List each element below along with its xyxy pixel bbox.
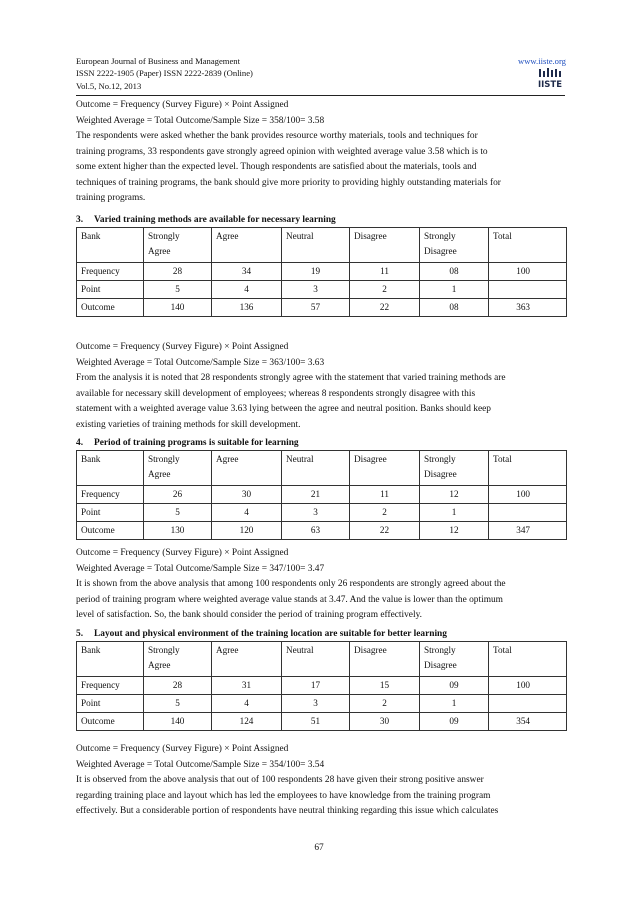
intro-weighted-average: Weighted Average = Total Outcome/Sample Size = 358/100= 3.58 — [76, 115, 325, 126]
section-4-heading — [76, 437, 299, 449]
table-row — [77, 299, 567, 317]
col-neutral: Neutral — [282, 642, 350, 677]
weighted-average: Weighted Average = Total Outcome/Sample Size = 354/100= 3.54 — [76, 759, 325, 770]
analysis-line: It is observed from the above analysis that out of 100 respondents 28 have given their strong positive answer — [76, 775, 484, 785]
col-total: Total — [489, 228, 567, 263]
table-row — [77, 504, 567, 522]
cell: 1 — [420, 281, 489, 299]
cell: 1 — [420, 695, 489, 713]
section-4-analysis — [76, 546, 565, 624]
cell: 3 — [282, 504, 350, 522]
logo-text: IISTE — [537, 80, 563, 90]
section-5-table — [76, 641, 567, 731]
cell: 4 — [212, 695, 282, 713]
cell: 08 — [420, 299, 489, 317]
intro-line: The respondents were asked whether the bank provides resource worthy materials, tools and techniques for — [76, 131, 478, 141]
table-header-row — [77, 642, 567, 677]
analysis-line: From the analysis it is noted that 28 respondents strongly agree with the statement that varied training methods are — [76, 373, 506, 383]
row-label: Frequency — [77, 677, 144, 695]
cell: 63 — [282, 522, 350, 540]
col-strongly-agree: Strongly Agree — [144, 228, 212, 263]
col-disagree: Disagree — [350, 642, 420, 677]
cell: 2 — [350, 504, 420, 522]
analysis-line: It is shown from the above analysis that among 100 respondents only 26 respondents are strongly agreed about the — [76, 579, 506, 589]
section-number: 5. — [76, 629, 84, 639]
cell — [489, 504, 567, 522]
cell: 28 — [144, 263, 212, 281]
analysis-line: statement with a weighted average value 3.63 lying between the agree and neutral position. Banks should keep — [76, 404, 491, 414]
section-3-analysis — [76, 340, 565, 433]
table-row — [77, 713, 567, 731]
cell: 363 — [489, 299, 567, 317]
cell: 15 — [350, 677, 420, 695]
cell: 1 — [420, 504, 489, 522]
col-total: Total — [489, 642, 567, 677]
formula: Outcome = Frequency (Survey Figure) × Point Assigned — [76, 342, 289, 352]
intro-line: some extent higher than the expected level. Though respondents are satisfied about the materials, tools and — [76, 162, 477, 172]
cell: 11 — [350, 263, 420, 281]
col-strongly-agree: Strongly Agree — [144, 451, 212, 486]
cell: 4 — [212, 281, 282, 299]
row-label: Point — [77, 281, 144, 299]
cell: 12 — [420, 522, 489, 540]
col-neutral: Neutral — [282, 228, 350, 263]
row-label: Outcome — [77, 522, 144, 540]
col-disagree: Disagree — [350, 228, 420, 263]
page-number: 67 — [314, 843, 324, 853]
intro-line: training programs, 33 respondents gave strongly agreed opinion with weighted average value 3.58 which is to — [76, 146, 488, 157]
cell: 3 — [282, 695, 350, 713]
table-row — [77, 281, 567, 299]
table-row — [77, 486, 567, 504]
cell: 11 — [350, 486, 420, 504]
table-row — [77, 263, 567, 281]
cell: 4 — [212, 504, 282, 522]
cell: 3 — [282, 281, 350, 299]
analysis-line: level of satisfaction. So, the bank should consider the period of training program effectively. — [76, 610, 422, 620]
cell: 21 — [282, 486, 350, 504]
col-strongly-disagree: Strongly Disagree — [420, 451, 489, 486]
intro-text — [76, 98, 565, 207]
intro-line: training programs. — [76, 193, 146, 203]
section-number: 4. — [76, 438, 84, 448]
cell: 5 — [144, 695, 212, 713]
col-bank: Bank — [77, 451, 144, 486]
col-agree: Agree — [212, 642, 282, 677]
section-number: 3. — [76, 215, 84, 225]
cell: 130 — [144, 522, 212, 540]
col-bank: Bank — [77, 642, 144, 677]
cell: 09 — [420, 677, 489, 695]
cell: 31 — [212, 677, 282, 695]
cell: 51 — [282, 713, 350, 731]
row-label: Point — [77, 695, 144, 713]
cell: 100 — [489, 486, 567, 504]
formula: Outcome = Frequency (Survey Figure) × Point Assigned — [76, 548, 289, 558]
iiste-logo — [537, 68, 563, 90]
formula: Outcome = Frequency (Survey Figure) × Point Assigned — [76, 744, 289, 754]
row-label: Frequency — [77, 263, 144, 281]
cell: 57 — [282, 299, 350, 317]
col-neutral: Neutral — [282, 451, 350, 486]
row-label: Point — [77, 504, 144, 522]
col-strongly-agree: Strongly Agree — [144, 642, 212, 677]
weighted-average: Weighted Average = Total Outcome/Sample Size = 363/100= 3.63 — [76, 357, 325, 368]
analysis-line: effectively. But a considerable portion of respondents have neutral thinking regarding this issue which calculates — [76, 806, 499, 816]
col-strongly-disagree: Strongly Disagree — [420, 228, 489, 263]
issn: ISSN 2222-1905 (Paper) ISSN 2222-2839 (Online) — [76, 68, 253, 78]
cell: 2 — [350, 281, 420, 299]
weighted-average: Weighted Average = Total Outcome/Sample Size = 347/100= 3.47 — [76, 563, 325, 574]
cell: 22 — [350, 522, 420, 540]
cell: 354 — [489, 713, 567, 731]
analysis-line: period of training program where weighted average value stands at 3.47. And the value is lower than the optimum — [76, 594, 503, 605]
table-header-row — [77, 451, 567, 486]
journal-url-link[interactable]: www.iiste.org — [518, 56, 566, 66]
cell: 19 — [282, 263, 350, 281]
section-3-table — [76, 227, 567, 317]
section-5-heading — [76, 628, 447, 640]
col-bank: Bank — [77, 228, 144, 263]
col-total: Total — [489, 451, 567, 486]
cell: 347 — [489, 522, 567, 540]
row-label: Outcome — [77, 299, 144, 317]
cell: 12 — [420, 486, 489, 504]
cell: 34 — [212, 263, 282, 281]
cell: 22 — [350, 299, 420, 317]
header-rule — [76, 95, 565, 96]
cell: 140 — [144, 299, 212, 317]
intro-formula: Outcome = Frequency (Survey Figure) × Point Assigned — [76, 100, 289, 110]
section-4-table — [76, 450, 567, 540]
col-strongly-disagree: Strongly Disagree — [420, 642, 489, 677]
cell — [489, 695, 567, 713]
table-header-row — [77, 228, 567, 263]
analysis-line: existing varieties of training methods for skill development. — [76, 419, 301, 430]
cell: 136 — [212, 299, 282, 317]
cell: 5 — [144, 281, 212, 299]
col-agree: Agree — [212, 228, 282, 263]
table-row — [77, 695, 567, 713]
cell: 2 — [350, 695, 420, 713]
intro-line: techniques of training programs, the bank should give more priority to providing highly outstanding materials for — [76, 177, 501, 188]
cell: 09 — [420, 713, 489, 731]
section-title: Varied training methods are available for necessary learning — [94, 215, 336, 225]
table-row — [77, 522, 567, 540]
cell: 100 — [489, 677, 567, 695]
col-agree: Agree — [212, 451, 282, 486]
cell: 17 — [282, 677, 350, 695]
table-row — [77, 677, 567, 695]
cell: 26 — [144, 486, 212, 504]
cell: 124 — [212, 713, 282, 731]
row-label: Frequency — [77, 486, 144, 504]
cell: 30 — [212, 486, 282, 504]
col-disagree: Disagree — [350, 451, 420, 486]
analysis-line: regarding training place and layout which has led the employees to have knowledge from the training program — [76, 790, 491, 801]
cell: 28 — [144, 677, 212, 695]
cell — [489, 281, 567, 299]
section-3-heading — [76, 214, 336, 226]
section-5-analysis — [76, 742, 565, 820]
analysis-line: available for necessary skill development of employees; whereas 8 respondents strongly disagree with this — [76, 388, 476, 399]
cell: 100 — [489, 263, 567, 281]
cell: 140 — [144, 713, 212, 731]
journal-name: European Journal of Business and Management — [76, 56, 240, 66]
row-label: Outcome — [77, 713, 144, 731]
cell: 08 — [420, 263, 489, 281]
cell: 5 — [144, 504, 212, 522]
section-title: Period of training programs is suitable for learning — [94, 438, 299, 448]
volume: Vol.5, No.12, 2013 — [76, 81, 142, 91]
cell: 120 — [212, 522, 282, 540]
cell: 30 — [350, 713, 420, 731]
section-title: Layout and physical environment of the training location are suitable for better learning — [94, 629, 447, 639]
